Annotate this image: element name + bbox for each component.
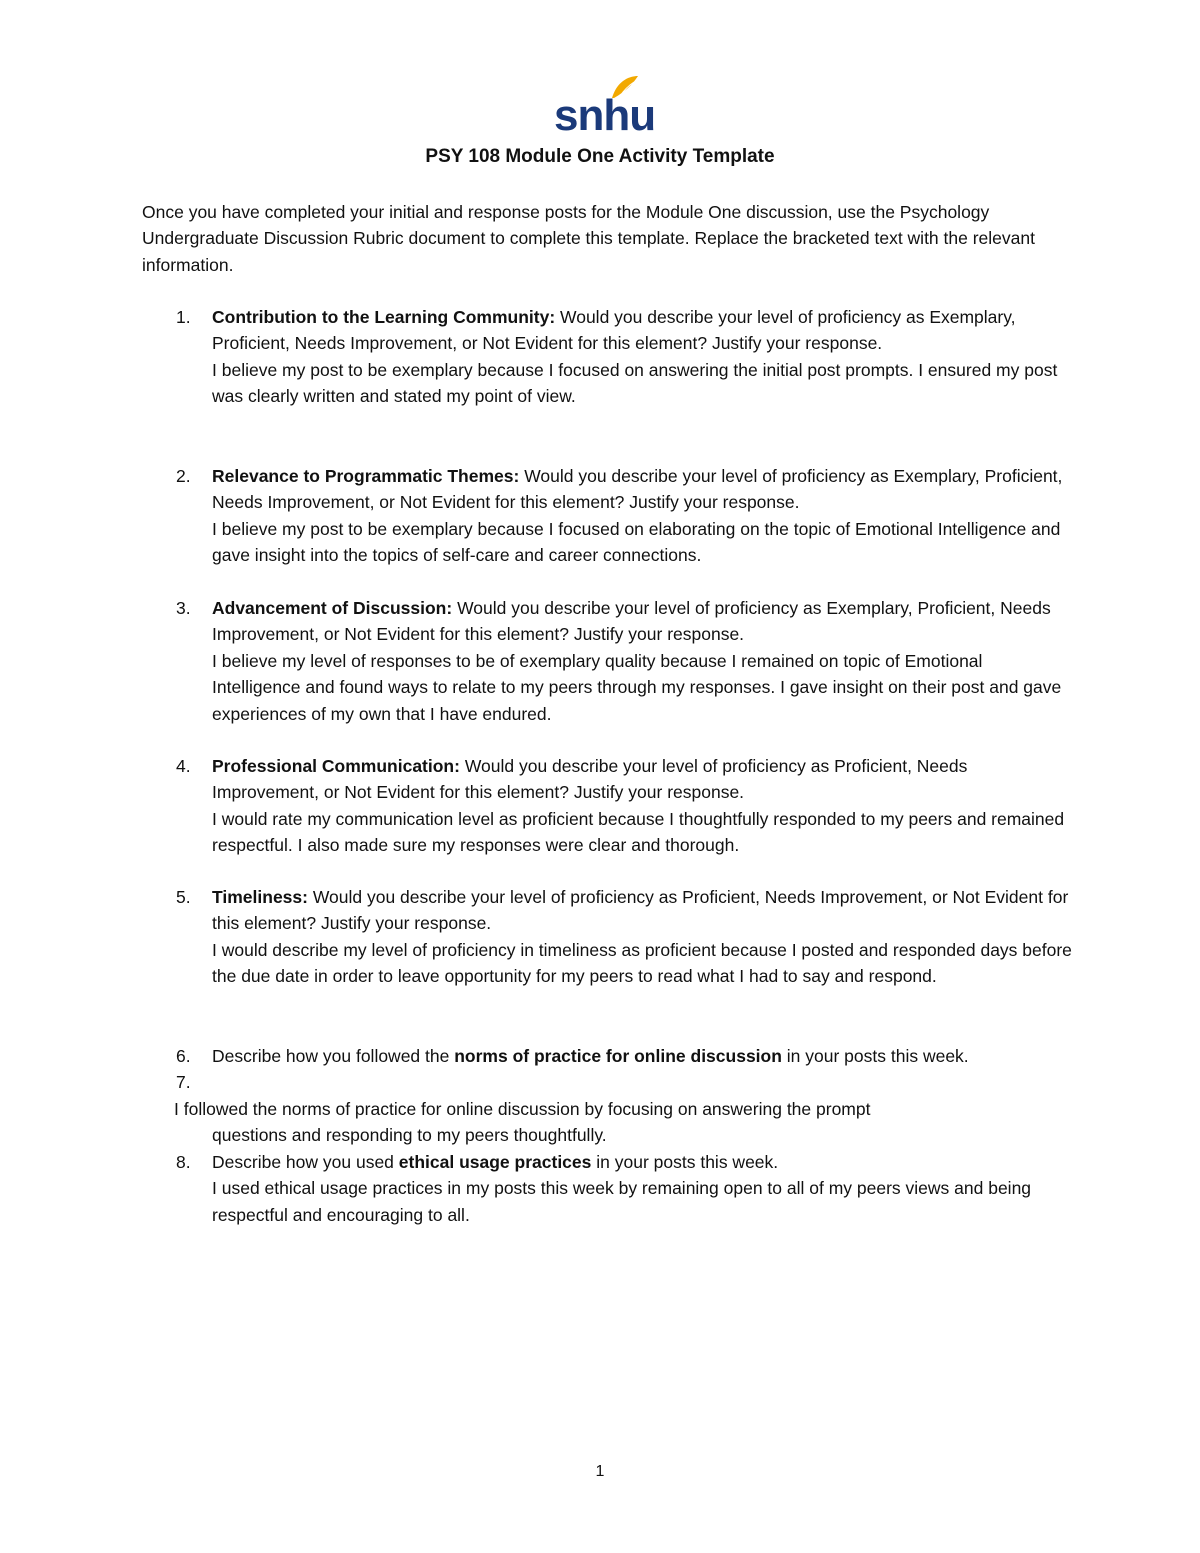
item-number: 3.: [176, 598, 191, 618]
item-prompt: Would you describe your level of proficiency as Proficient, Needs Improvement, or Not Evident for this element? Justify your response.: [212, 887, 1069, 934]
item-number: 7.: [176, 1072, 191, 1092]
item-number: 1.: [176, 307, 191, 327]
item-heading: Contribution to the Learning Community:: [212, 307, 556, 327]
item-answer: I would rate my communication level as proficient because I thoughtfully responded to my peers and remained respectful. I also made sure my responses were clear and thorough.: [212, 808, 1065, 856]
item-number: 4.: [176, 756, 191, 776]
intro-paragraph: Once you have completed your initial and response posts for the Module One discussion, use the Psychology Undergraduate Discussion Rubric document to complete this template. Replace the bracketed text with the relevant information.: [142, 202, 1035, 275]
answer-line-rest: questions and responding to my peers thoughtfully.: [212, 1125, 607, 1146]
item-answer: I believe my post to be exemplary because I focused on elaborating on the topic of Emotional Intelligence and gave insight into the topics of self-care and career connections.: [212, 518, 1061, 566]
snhu-logo: [548, 72, 656, 140]
item-heading: Relevance to Programmatic Themes:: [212, 466, 520, 486]
item-question: [212, 463, 1072, 516]
item-answer: I believe my post to be exemplary because I focused on answering the initial post prompts. I ensured my post was clearly written and stated my point of view.: [212, 359, 1058, 407]
item-question: [212, 304, 1072, 357]
item-question: [212, 1043, 1072, 1069]
item-prompt-pre: Describe how you followed the: [212, 1046, 455, 1066]
item-prompt-pre: Describe how you used: [212, 1152, 399, 1172]
item-question: [212, 1149, 1072, 1175]
item-prompt: Would you describe your level of proficiency as Exemplary, Proficient, Needs Improvement, or Not Evident for this element? Justify your response.: [212, 598, 1051, 645]
item-answer: I used ethical usage practices in my posts this week by remaining open to all of my peers views and being respectful and encouraging to all.: [212, 1178, 1032, 1225]
item-question: [212, 753, 1072, 806]
item-number: 5.: [176, 887, 191, 907]
item-prompt-post: in your posts this week.: [591, 1152, 779, 1172]
item-answer: I believe my level of responses to be of exemplary quality because I remained on topic of Emotional Intelligence and found ways to relate to my peers through my responses. I gave insight on their post and gave experiences of my own that I have endured.: [212, 650, 1062, 724]
item-prompt: Would you describe your level of proficiency as Proficient, Needs Improvement, or Not Evident for this element? Justify your response.: [212, 756, 968, 803]
item-question: [212, 884, 1072, 937]
item-prompt: Would you describe your level of proficiency as Exemplary, Proficient, Needs Improvement, or Not Evident for this element? Justify your response.: [212, 307, 1016, 354]
item-prompt-post: in your posts this week.: [781, 1046, 969, 1066]
document-title: PSY 108 Module One Activity Template: [425, 146, 775, 167]
item-prompt-bold: norms of practice for online discussion: [454, 1046, 782, 1066]
item-answer: I would describe my level of proficiency in timeliness as proficient because I posted and responded days before the due date in order to leave opportunity for my peers to read what I had to say and respond.: [212, 939, 1072, 987]
item-number: 2.: [176, 466, 191, 486]
item-heading: Advancement of Discussion:: [212, 598, 453, 618]
item-number: 6.: [176, 1046, 191, 1066]
item-question: [212, 595, 1072, 648]
item-prompt-bold: ethical usage practices: [398, 1152, 592, 1172]
item-prompt: Would you describe your level of proficiency as Exemplary, Proficient, Needs Improvement, or Not Evident for this element? Justify your response.: [212, 466, 1063, 513]
item-number: 8.: [176, 1152, 191, 1172]
page-number: 1: [595, 1463, 605, 1480]
answer-line-first: I followed the norms of practice for online discussion by focusing on answering the prompt: [174, 1099, 871, 1119]
item-7-answer: [174, 1096, 1034, 1149]
logo-wordmark: snhu: [554, 91, 656, 140]
item-heading: Timeliness:: [212, 887, 308, 907]
item-heading: Professional Communication:: [212, 756, 460, 776]
